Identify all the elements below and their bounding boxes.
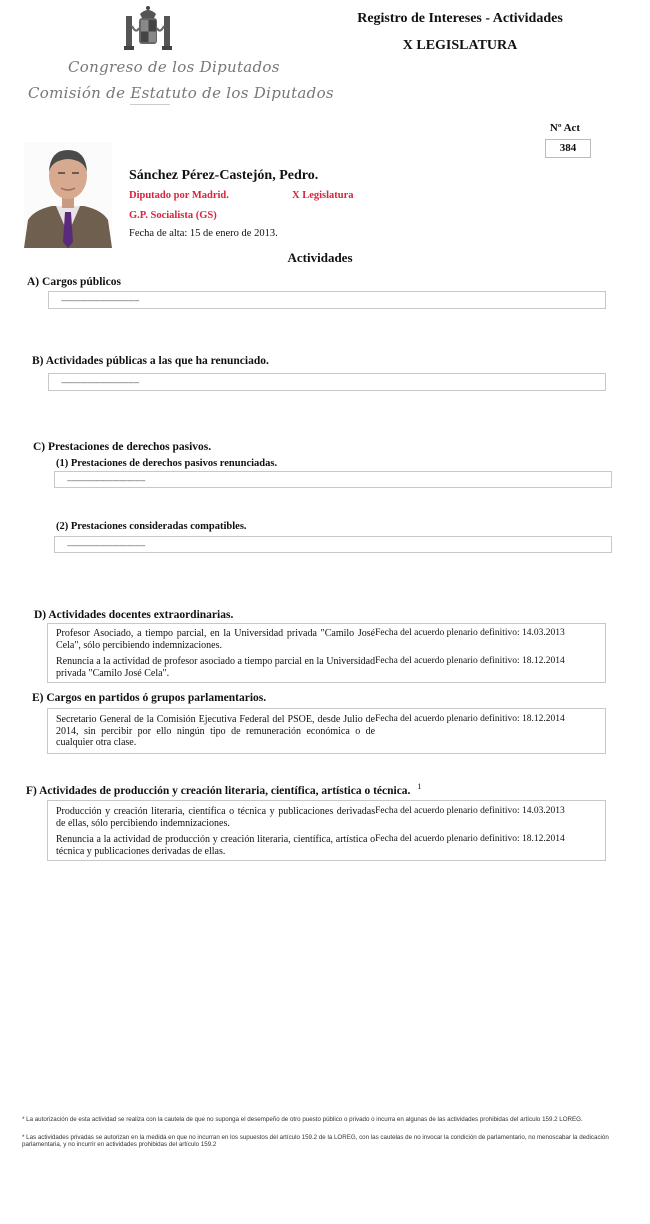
section-c1-title: (1) Prestaciones de derechos pasivos renunciadas.: [56, 458, 278, 469]
institution-name: Congreso de los Diputados: [68, 58, 280, 76]
deputy-district: Diputado por Madrid.: [129, 190, 229, 201]
section-b-value: ------------------------------------: [61, 378, 139, 387]
footnote-2: * Las actividades privadas se autorizan en la medida en que no incurran en los supuestos del artículo 159.2 de la LOREG, con las cautelas de no invocar la condición de parlamentario, no menoscabar la dedicación parlamentaria, y no incurrir en actividades prohibidas del artículo 159.2: [22, 1134, 609, 1149]
section-f-title-text: F) Actividades de producción y creación literaria, científica, artística o técnica.: [26, 784, 411, 797]
footnote-1: * La autorización de esta actividad se realiza con la cautela de que no suponga el desempeño de otro puesto público o privado o incurra en algunas de las actividades prohibidas del artículo 159.2 LOREG.: [22, 1116, 583, 1123]
section-c2-box: [54, 536, 612, 553]
divider: [130, 104, 170, 105]
coat-of-arms-logo: [120, 4, 176, 56]
parliamentary-group: G.P. Socialista (GS): [129, 210, 217, 221]
agreement-date: Fecha del acuerdo plenario definitivo: 18.12.2014: [375, 834, 565, 844]
deputy-name: Sánchez Pérez-Castejón, Pedro.: [129, 168, 319, 183]
legislature-title: X LEGISLATURA: [402, 38, 518, 53]
commission-name: Comisión de Estatuto de los Diputados: [28, 84, 334, 102]
activity-entry: [48, 628, 605, 651]
activity-description: Secretario General de la Comisión Ejecutiva Federal del PSOE, desde Julio de 2014, sin percibir por ello ningún tipo de remuneración económica o de cualquier otra clase.: [56, 714, 376, 748]
deputy-photo: [24, 142, 112, 248]
activity-entry: [48, 806, 605, 829]
section-e-box: [47, 708, 606, 754]
document-title: Registro de Intereses - Actividades: [357, 11, 563, 26]
section-b-title: B) Actividades públicas a las que ha renunciado.: [32, 355, 269, 367]
section-c1-box: [54, 471, 612, 488]
section-c-title: C) Prestaciones de derechos pasivos.: [33, 441, 212, 453]
agreement-date: Fecha del acuerdo plenario definitivo: 14.03.2013: [375, 628, 565, 638]
agreement-date: Fecha del acuerdo plenario definitivo: 14.03.2013: [375, 806, 565, 816]
section-c1-value: ------------------------------------: [67, 476, 145, 485]
section-f-title: [26, 782, 421, 797]
agreement-date: Fecha del acuerdo plenario definitivo: 18.12.2014: [375, 714, 565, 724]
section-b-box: [48, 373, 606, 391]
deputy-legislature: X Legislatura: [292, 190, 354, 201]
activity-description: Renuncia a la actividad de producción y creación literaria, científica, artística o técnica y publicaciones derivadas de ellas.: [56, 834, 376, 857]
activities-heading: Actividades: [287, 250, 353, 265]
act-number-field: 384: [545, 139, 591, 158]
activity-entry: [48, 714, 605, 749]
activity-description: Renuncia a la actividad de profesor asociado a tiempo parcial en la Universidad privada "Camilo José Cela".: [56, 656, 376, 679]
section-c2-value: ------------------------------------: [67, 541, 145, 550]
section-d-box: [47, 623, 606, 683]
activity-description: Profesor Asociado, a tiempo parcial, en la Universidad privada "Camilo José Cela", sólo percibiendo indemnizaciones.: [56, 628, 376, 651]
section-a-value: ------------------------------------: [61, 296, 139, 305]
registration-date: Fecha de alta: 15 de enero de 2013.: [129, 228, 278, 239]
section-a-title: A) Cargos públicos: [27, 276, 121, 288]
section-a-box: [48, 291, 606, 309]
footnote-marker[interactable]: 1: [417, 782, 422, 791]
section-d-title: D) Actividades docentes extraordinarias.: [34, 609, 234, 621]
section-c2-title: (2) Prestaciones consideradas compatibles.: [56, 521, 247, 532]
section-f-box: [47, 800, 606, 861]
activity-entry: [48, 656, 605, 679]
section-e-title: E) Cargos en partidos ó grupos parlamentarios.: [32, 692, 267, 704]
act-number-label: Nº Act: [549, 122, 581, 134]
activity-entry: [48, 834, 605, 857]
activity-description: Producción y creación literaria, científica o técnica y publicaciones derivadas de ellas, sólo percibiendo indemnizaciones.: [56, 806, 376, 829]
agreement-date: Fecha del acuerdo plenario definitivo: 18.12.2014: [375, 656, 565, 666]
